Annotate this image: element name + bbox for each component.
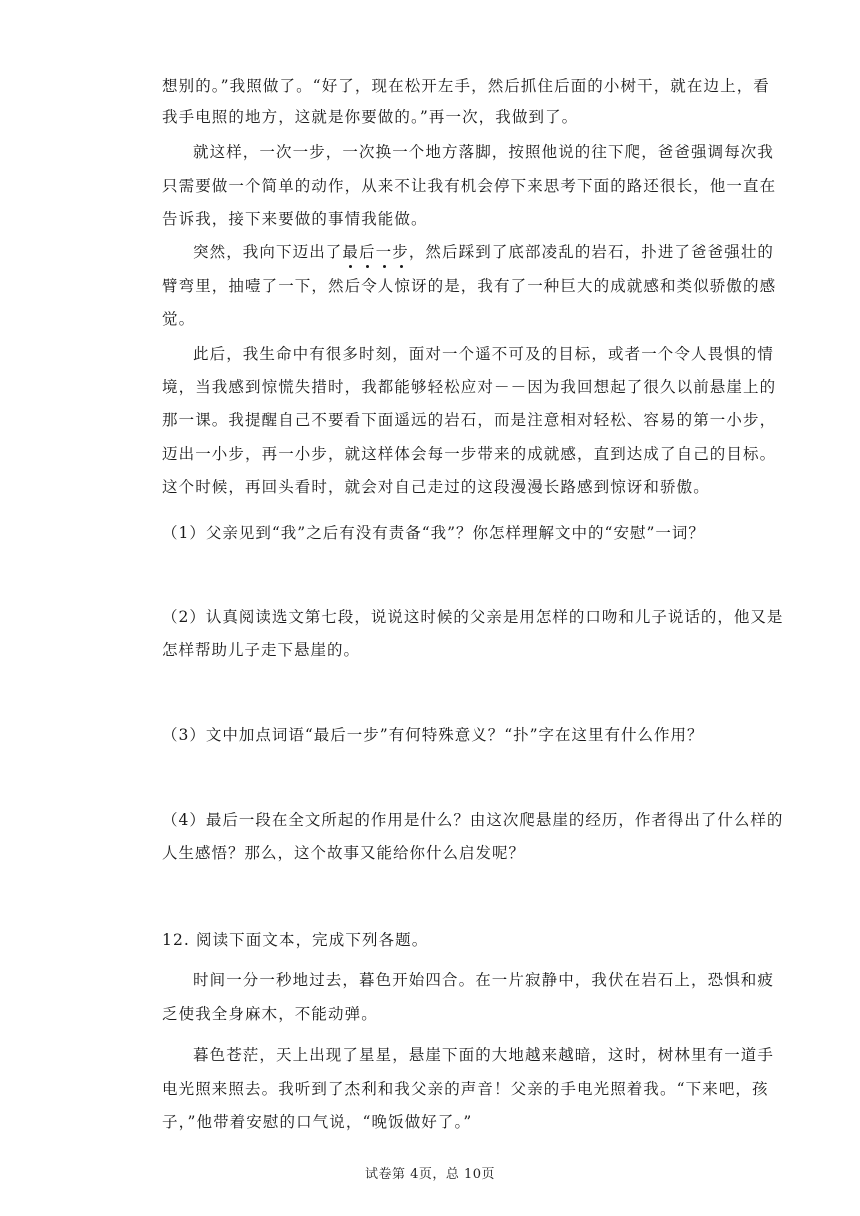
passage-line: 子，”他带着安慰的口气说，“晚饭做好了。” — [162, 1113, 473, 1131]
passage-line: 想别的。”我照做了。“好了，现在松开左手，然后抓住后面的小树干，就在边上，看 — [162, 77, 770, 95]
question-3: （3）文中加点词语“最后一步”有何特殊意义？“扑”字在这里有什么作用？ — [162, 726, 704, 744]
dotted-emphasis-word — [342, 243, 408, 261]
emphasis-dot — [349, 265, 352, 268]
text-segment: 突然，我向下迈出了 — [193, 243, 343, 261]
emphasized-phrase: 最后一步 — [342, 243, 409, 261]
text-segment: ，然后踩到了底部凌乱的岩石，扑进了爸爸强壮的 — [408, 243, 775, 261]
passage-line: 臂弯里，抽噎了一下，然后令人惊讶的是，我有了一种巨大的成就感和类似骄傲的感 — [162, 277, 777, 295]
passage-line: 觉。 — [162, 310, 196, 328]
question-4: （4）最后一段在全文所起的作用是什么？由这次爬悬崖的经历，作者得出了什么样的 — [162, 811, 784, 829]
emphasis-dot — [383, 265, 386, 268]
passage-line: 时间一分一秒地过去，暮色开始四合。在一片寂静中，我伏在岩石上，恐惧和疲 — [193, 971, 775, 989]
passage-line: 告诉我，接下来要做的事情我能做。 — [162, 210, 428, 228]
passage-line: 此后，我生命中有很多时刻，面对一个遥不可及的目标，或者一个令人畏惧的情 — [193, 345, 775, 363]
question-1: （1）父亲见到“我”之后有没有责备“我”？你怎样理解文中的“安慰”一词？ — [162, 524, 705, 542]
passage-line: 我手电照的地方，这就是你要做的。”再一次，我做到了。 — [162, 108, 579, 126]
passage-line: 只需要做一个简单的动作，从来不让我有机会停下来思考下面的路还很长，他一直在 — [162, 177, 777, 195]
passage-line: 就这样，一次一步，一次换一个地方落脚，按照他说的往下爬，爸爸强调每次我 — [193, 143, 775, 161]
question-2: （2）认真阅读选文第七段，说说这时候的父亲是用怎样的口吻和儿子说话的，他又是 — [162, 608, 784, 626]
question-4-continued: 人生感悟？那么，这个故事又能给你什么启发呢？ — [162, 844, 526, 862]
section-heading: 12. 阅读下面文本，完成下列各题。 — [162, 931, 429, 949]
passage-line: 电光照来照去。我听到了杰利和我父亲的声音！父亲的手电光照着我。“下来吧，孩 — [162, 1080, 769, 1098]
passage-line: 那一课。我提醒自己不要看下面遥远的岩石，而是注意相对轻松、容易的第一小步， — [162, 411, 777, 429]
passage-line: 乏使我全身麻木，不能动弹。 — [162, 1005, 378, 1023]
page-footer: 试卷第 4页，总 10页 — [364, 1167, 496, 1182]
question-2-continued: 怎样帮助儿子走下悬崖的。 — [162, 641, 361, 659]
passage-line: 迈出一小步，再一小步，就这样体会每一步带来的成就感，直到达成了自己的目标。 — [162, 445, 777, 463]
passage-line: 这个时候，再回头看时，就会对自己走过的这段漫漫长路感到惊讶和骄傲。 — [162, 478, 710, 496]
passage-line: 暮色苍茫，天上出现了星星，悬崖下面的大地越来越暗，这时，树林里有一道手 — [193, 1046, 775, 1064]
emphasis-dot — [400, 265, 403, 268]
passage-line — [193, 242, 774, 262]
passage-line: 境，当我感到惊慌失措时，我都能够轻松应对－－因为我回想起了很久以前悬崖上的 — [162, 378, 777, 396]
emphasis-dot — [366, 265, 369, 268]
